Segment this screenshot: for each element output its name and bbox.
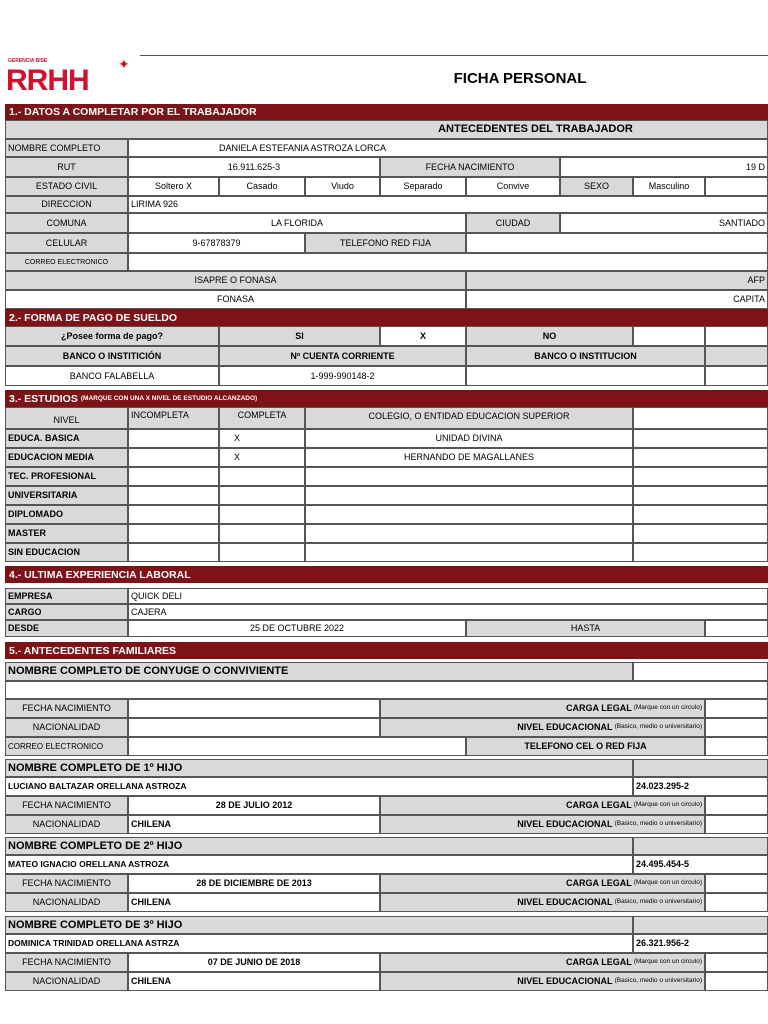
ciudad-value[interactable]: SANTIADO bbox=[560, 213, 768, 233]
civil-option-casado[interactable]: Casado bbox=[219, 177, 305, 196]
child-nac-label: NACIONALIDAD bbox=[5, 815, 128, 834]
sexo-label: SEXO bbox=[560, 177, 633, 196]
carga-note: (Marque con un circulo) bbox=[633, 801, 702, 809]
correo-value[interactable] bbox=[128, 253, 768, 271]
no-extra-cell[interactable] bbox=[705, 326, 768, 346]
section1-header: 1.- DATOS A COMPLETAR POR EL TRABAJADOR bbox=[5, 104, 768, 120]
section2-header: 2.- FORMA DE PAGO DE SUELDO bbox=[5, 309, 768, 326]
direccion-label: DIRECCION bbox=[5, 196, 128, 213]
comuna-value[interactable]: LA FLORIDA bbox=[128, 213, 466, 233]
child-rut[interactable]: 26.321.956-2 bbox=[633, 934, 768, 953]
conyuge-carga-label bbox=[380, 699, 705, 718]
carga-label-text: CARGA LEGAL bbox=[566, 703, 632, 713]
nivel-note: (Basico, medio o universitario) bbox=[614, 820, 702, 828]
study-completa-cell[interactable]: X bbox=[219, 448, 305, 467]
study-completa-cell[interactable] bbox=[219, 467, 305, 486]
correo-label: CORREO ELECTRONICO bbox=[5, 253, 128, 271]
study-extra-cell[interactable] bbox=[633, 429, 768, 448]
empresa-label: EMPRESA bbox=[5, 588, 128, 604]
hasta-label: HASTA bbox=[466, 620, 705, 637]
study-colegio-cell[interactable] bbox=[305, 505, 633, 524]
study-colegio-cell[interactable] bbox=[305, 543, 633, 562]
isapre-value[interactable]: FONASA bbox=[5, 290, 466, 309]
conyuge-correo-value[interactable] bbox=[128, 737, 466, 756]
col-incompleta: INCOMPLETA bbox=[128, 407, 219, 429]
study-incompleta-cell[interactable] bbox=[128, 486, 219, 505]
banco2-label: BANCO O INSTITUCION bbox=[466, 346, 705, 366]
study-extra-cell[interactable] bbox=[633, 486, 768, 505]
empresa-value[interactable]: QUICK DELI bbox=[128, 588, 768, 604]
nivel-note: (Basico, medio o universitario) bbox=[614, 723, 702, 731]
study-completa-cell[interactable] bbox=[219, 505, 305, 524]
sexo-extra-cell[interactable] bbox=[705, 177, 768, 196]
study-nivel: UNIVERSITARIA bbox=[5, 486, 128, 505]
study-incompleta-cell[interactable] bbox=[128, 448, 219, 467]
section4-header: 4.- ULTIMA EXPERIENCIA LABORAL bbox=[5, 566, 768, 583]
child-nac-value[interactable]: CHILENA bbox=[128, 893, 380, 912]
si-mark[interactable]: X bbox=[380, 326, 466, 346]
study-incompleta-cell[interactable] bbox=[128, 505, 219, 524]
child-nivel-label bbox=[380, 815, 705, 834]
child-fnac-label: FECHA NACIMIENTO bbox=[5, 953, 128, 972]
study-completa-cell[interactable] bbox=[219, 543, 305, 562]
conyuge-title-extra bbox=[633, 662, 768, 681]
telefono-value[interactable] bbox=[466, 233, 768, 253]
section3-note: (MARQUE CON UNA X NIVEL DE ESTUDIO ALCANZADO) bbox=[80, 395, 258, 402]
si-label: SI bbox=[219, 326, 380, 346]
child-fnac-value[interactable]: 28 DE JULIO 2012 bbox=[128, 796, 380, 815]
study-incompleta-cell[interactable] bbox=[128, 524, 219, 543]
study-incompleta-cell[interactable] bbox=[128, 429, 219, 448]
child-name[interactable]: LUCIANO BALTAZAR ORELLANA ASTROZA bbox=[5, 777, 633, 796]
conyuge-fnac-label: FECHA NACIMIENTO bbox=[5, 699, 128, 718]
cargo-label: CARGO bbox=[5, 604, 128, 620]
child-title: NOMBRE COMPLETO DE 1º HIJO bbox=[5, 759, 633, 777]
worker-subheader: ANTECEDENTES DEL TRABAJADOR bbox=[5, 120, 768, 139]
person-icon: ✦ bbox=[118, 56, 130, 72]
study-extra-cell[interactable] bbox=[633, 524, 768, 543]
logo-subtitle: GERENCIA BISE bbox=[8, 58, 48, 64]
nivel-label-text: NIVEL EDUCACIONAL bbox=[517, 722, 613, 732]
logo-text: RRHH bbox=[6, 64, 89, 97]
desde-value[interactable]: 25 DE OCTUBRE 2022 bbox=[128, 620, 466, 637]
conyuge-correo-label: CORREO ELECTRONICO bbox=[5, 737, 128, 756]
banco2-extra-cell bbox=[705, 346, 768, 366]
study-nivel: EDUCA. BASICA bbox=[5, 429, 128, 448]
child-title: NOMBRE COMPLETO DE 2º HIJO bbox=[5, 837, 633, 855]
conyuge-carga-value[interactable] bbox=[705, 699, 768, 718]
child-carga-label bbox=[380, 796, 705, 815]
desde-label: DESDE bbox=[5, 620, 128, 637]
carga-note: (Marque con un circulo) bbox=[633, 879, 702, 887]
banco-value[interactable]: BANCO FALABELLA bbox=[5, 366, 219, 386]
col-nivel: NIVEL bbox=[5, 407, 128, 429]
no-mark[interactable] bbox=[633, 326, 705, 346]
study-nivel: TEC. PROFESIONAL bbox=[5, 467, 128, 486]
rrhh-logo bbox=[6, 56, 138, 100]
child-nivel-label bbox=[380, 972, 705, 991]
child-nivel-value[interactable] bbox=[705, 972, 768, 991]
carga-note: (Marque con un circulo) bbox=[633, 704, 702, 712]
child-title-extra bbox=[633, 837, 768, 855]
hasta-value[interactable] bbox=[705, 620, 768, 637]
civil-option-separado[interactable]: Separado bbox=[380, 177, 466, 196]
study-colegio-cell[interactable]: UNIDAD DIVINA bbox=[305, 429, 633, 448]
telefono-label: TELEFONO RED FIJA bbox=[305, 233, 466, 253]
page-title: FICHA PERSONAL bbox=[453, 70, 587, 87]
child-rut[interactable]: 24.023.295-2 bbox=[633, 777, 768, 796]
child-carga-label bbox=[380, 953, 705, 972]
study-extra-cell[interactable] bbox=[633, 467, 768, 486]
estado-civil-label: ESTADO CIVIL bbox=[5, 177, 128, 196]
study-incompleta-cell[interactable] bbox=[128, 543, 219, 562]
child-rut[interactable]: 24.495.454-5 bbox=[633, 855, 768, 874]
fnac-label: FECHA NACIMIENTO bbox=[380, 157, 560, 177]
child-nac-value[interactable]: CHILENA bbox=[128, 972, 380, 991]
conyuge-tel-label: TELEFONO CEL O RED FIJA bbox=[466, 737, 705, 756]
no-label: NO bbox=[466, 326, 633, 346]
cargo-value[interactable]: CAJERA bbox=[128, 604, 768, 620]
banco-label: BANCO O INSTITICIÓN bbox=[5, 346, 219, 366]
conyuge-nivel-value[interactable] bbox=[705, 718, 768, 737]
child-fnac-value[interactable]: 28 DE DICIEMBRE DE 2013 bbox=[128, 874, 380, 893]
study-incompleta-cell[interactable] bbox=[128, 467, 219, 486]
child-nac-label: NACIONALIDAD bbox=[5, 972, 128, 991]
child-nac-label: NACIONALIDAD bbox=[5, 893, 128, 912]
conyuge-name[interactable] bbox=[5, 681, 768, 699]
study-colegio-cell[interactable] bbox=[305, 467, 633, 486]
top-rule bbox=[140, 55, 768, 56]
child-title: NOMBRE COMPLETO DE 3º HIJO bbox=[5, 916, 633, 934]
conyuge-title: NOMBRE COMPLETO DE CONYUGE O CONVIVIENTE bbox=[5, 662, 633, 681]
cuenta-label: Nº CUENTA CORRIENTE bbox=[219, 346, 466, 366]
cuenta-value[interactable]: 1-999-990148-2 bbox=[219, 366, 466, 386]
carga-label-text: CARGA LEGAL bbox=[566, 800, 632, 810]
col-colegio: COLEGIO, O ENTIDAD EDUCACION SUPERIOR bbox=[305, 407, 633, 429]
col-completa: COMPLETA bbox=[219, 407, 305, 429]
carga-note: (Marque con un circulo) bbox=[633, 958, 702, 966]
study-extra-cell[interactable] bbox=[633, 505, 768, 524]
nivel-label-text: NIVEL EDUCACIONAL bbox=[517, 897, 613, 907]
nivel-note: (Basico, medio o universitario) bbox=[614, 977, 702, 985]
conyuge-nac-value[interactable] bbox=[128, 718, 380, 737]
child-nivel-label bbox=[380, 893, 705, 912]
child-carga-value[interactable] bbox=[705, 796, 768, 815]
child-title-extra bbox=[633, 759, 768, 777]
carga-label-text: CARGA LEGAL bbox=[566, 957, 632, 967]
study-completa-cell[interactable]: X bbox=[219, 429, 305, 448]
section5-header: 5.- ANTECEDENTES FAMILIARES bbox=[5, 642, 768, 659]
banco2-value[interactable] bbox=[466, 366, 705, 386]
conyuge-nivel-label bbox=[380, 718, 705, 737]
child-fnac-label: FECHA NACIMIENTO bbox=[5, 874, 128, 893]
conyuge-nac-label: NACIONALIDAD bbox=[5, 718, 128, 737]
section3-title: 3.- ESTUDIOS bbox=[9, 392, 78, 405]
celular-label: CELULAR bbox=[5, 233, 128, 253]
civil-option-viudo[interactable]: Viudo bbox=[305, 177, 380, 196]
rut-value[interactable]: 16.911.625-3 bbox=[128, 157, 380, 177]
civil-option-convive[interactable]: Convive bbox=[466, 177, 560, 196]
section3-header bbox=[5, 390, 768, 407]
study-extra-cell[interactable] bbox=[633, 543, 768, 562]
direccion-value[interactable]: LIRIMA 926 bbox=[128, 196, 768, 213]
posee-label: ¿Posee forma de pago? bbox=[5, 326, 219, 346]
comuna-label: COMUNA bbox=[5, 213, 128, 233]
rut-label: RUT bbox=[5, 157, 128, 177]
civil-option-soltero[interactable]: Soltero X bbox=[128, 177, 219, 196]
afp-value[interactable]: CAPITA bbox=[466, 290, 768, 309]
study-nivel: EDUCACION MEDIA bbox=[5, 448, 128, 467]
study-colegio-cell[interactable] bbox=[305, 524, 633, 543]
study-extra-cell[interactable] bbox=[633, 448, 768, 467]
study-colegio-cell[interactable]: HERNANDO DE MAGALLANES bbox=[305, 448, 633, 467]
afp-label: AFP bbox=[466, 271, 768, 290]
child-nivel-value[interactable] bbox=[705, 893, 768, 912]
celular-value[interactable]: 9-67878379 bbox=[128, 233, 305, 253]
ciudad-label: CIUDAD bbox=[466, 213, 560, 233]
child-name[interactable]: DOMINICA TRINIDAD ORELLANA ASTRZA bbox=[5, 934, 633, 953]
fnac-value[interactable]: 19 D bbox=[560, 157, 768, 177]
conyuge-fnac-value[interactable] bbox=[128, 699, 380, 718]
nombre-label: NOMBRE COMPLETO bbox=[5, 139, 128, 157]
isapre-label: ISAPRE O FONASA bbox=[5, 271, 466, 290]
sexo-value[interactable]: Masculino bbox=[633, 177, 705, 196]
study-completa-cell[interactable] bbox=[219, 486, 305, 505]
nivel-label-text: NIVEL EDUCACIONAL bbox=[517, 976, 613, 986]
col-extra bbox=[633, 407, 768, 429]
child-carga-label bbox=[380, 874, 705, 893]
child-nac-value[interactable]: CHILENA bbox=[128, 815, 380, 834]
carga-label-text: CARGA LEGAL bbox=[566, 878, 632, 888]
study-completa-cell[interactable] bbox=[219, 524, 305, 543]
child-carga-value[interactable] bbox=[705, 953, 768, 972]
child-title-extra bbox=[633, 916, 768, 934]
study-nivel: SIN EDUCACION bbox=[5, 543, 128, 562]
child-nivel-value[interactable] bbox=[705, 815, 768, 834]
conyuge-tel-value[interactable] bbox=[705, 737, 768, 756]
study-nivel: MASTER bbox=[5, 524, 128, 543]
child-fnac-label: FECHA NACIMIENTO bbox=[5, 796, 128, 815]
nombre-value[interactable]: DANIELA ESTEFANIA ASTROZA LORCA bbox=[128, 139, 768, 157]
study-colegio-cell[interactable] bbox=[305, 486, 633, 505]
nivel-note: (Basico, medio o universitario) bbox=[614, 898, 702, 906]
banco2-value-extra[interactable] bbox=[705, 366, 768, 386]
study-nivel: DIPLOMADO bbox=[5, 505, 128, 524]
nivel-label-text: NIVEL EDUCACIONAL bbox=[517, 819, 613, 829]
child-name[interactable]: MATEO IGNACIO ORELLANA ASTROZA bbox=[5, 855, 633, 874]
child-carga-value[interactable] bbox=[705, 874, 768, 893]
child-fnac-value[interactable]: 07 DE JUNIO DE 2018 bbox=[128, 953, 380, 972]
